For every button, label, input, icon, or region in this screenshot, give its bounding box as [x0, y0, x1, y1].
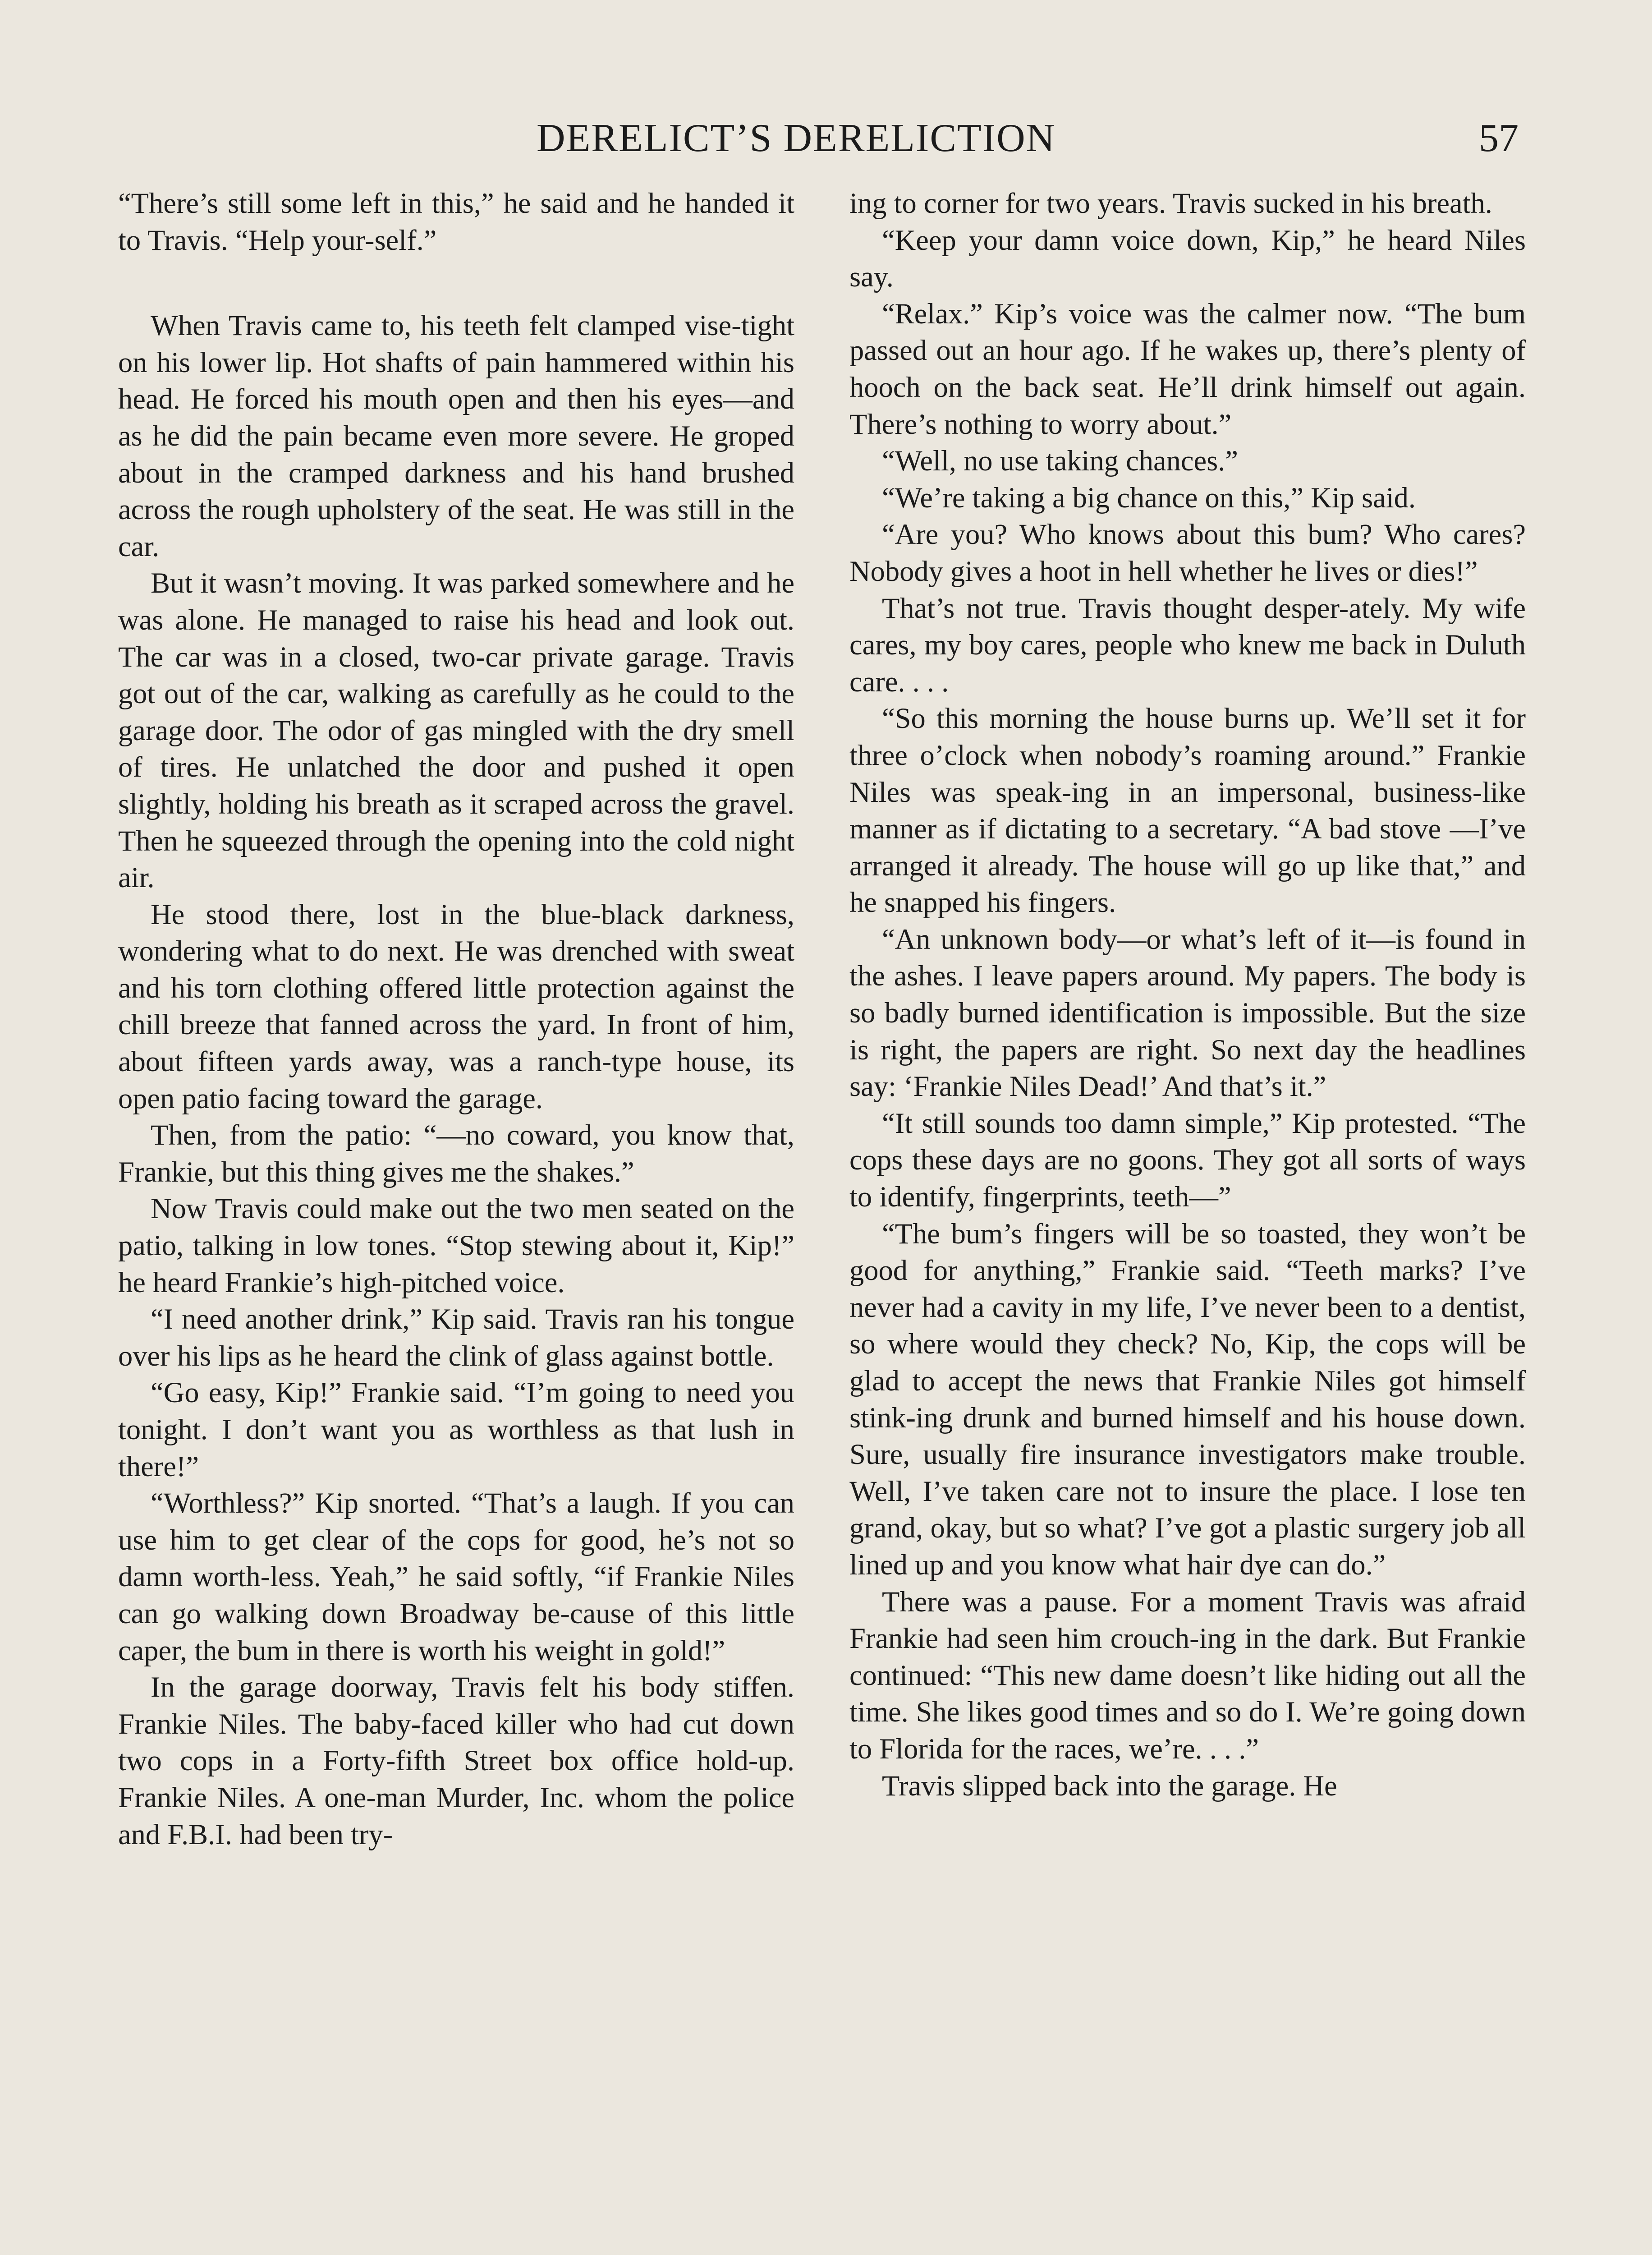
paragraph: “An unknown body—or what’s left of it—is found in the ashes. I leave papers around. My papers. The body is so badly burned identification is impossible. But the size is right, the papers are right. So next day the headlines say: ‘Frankie Niles Dead!’ And that’s it.”: [849, 923, 1526, 1103]
paragraph: There was a pause. For a moment Travis was afraid Frankie had seen him crouch-ing in the dark. But Frankie continued: “This new dame doesn’t like hiding out all the time. She likes good times and so do I. We’re going down to Florida for the races, we’re. . . .”: [849, 1585, 1526, 1765]
paragraph: “We’re taking a big chance on this,” Kip said.: [882, 481, 1416, 514]
paragraph: Travis slipped back into the garage. He: [882, 1769, 1337, 1802]
paragraph: “So this morning the house burns up. We’ll set it for three o’clock when nobody’s roaming around.” Frankie Niles was speak-ing in an impersonal, business-like manner as if dictating to a secretary. “A bad stove —I’ve arranged it already. The house will go up like that,” and he snapped his fingers.: [849, 702, 1526, 919]
running-title: DERELICT’S DERELICTION: [537, 116, 1056, 160]
paragraph: “The bum’s fingers will be so toasted, they won’t be good for anything,” Frankie said. “Teeth marks? I’ve never had a cavity in my life, I’ve never been to a dentist, so where would they check? No, Kip, the cops will be glad to accept the news that Frankie Niles got himself stink-ing drunk and burned himself and his house down. Sure, usually fire insurance investigators make trouble. Well, I’ve taken care not to insure the place. I lose ten grand, okay, but so what? I’ve got a plastic surgery job all lined up and you know what hair dye can do.”: [849, 1217, 1526, 1581]
paragraph: In the garage doorway, Travis felt his body stiffen. Frankie Niles. The baby-faced killer who had cut down two cops in a Forty-fifth Street box office hold-up. Frankie Niles. A one-man Murder, Inc. whom the police and F.B.I. had been try-: [118, 1671, 794, 1850]
paragraph: “Worthless?” Kip snorted. “That’s a laugh. If you can use him to get clear of the cops for good, he’s not so damn worth-less. Yeah,” he said softly, “if Frankie Niles can go walking down Broadway be-cause of this little caper, the bum in there is worth his weight in gold!”: [118, 1487, 794, 1666]
paragraph: That’s not true. Travis thought desper-ately. My wife cares, my boy cares, people who knew me back in Duluth care. . . .: [849, 592, 1526, 698]
page-number: 57: [1479, 116, 1519, 160]
paragraph: “I need another drink,” Kip said. Travis ran his tongue over his lips as he heard the clink of glass against bottle.: [118, 1303, 794, 1372]
left-text-column: [118, 185, 794, 2255]
paragraph: “Go easy, Kip!” Frankie said. “I’m going to need you tonight. I don’t want you as worthless as that lush in there!”: [118, 1376, 794, 1482]
paragraph: “Well, no use taking chances.”: [882, 445, 1238, 477]
paragraph: But it wasn’t moving. It was parked somewhere and he was alone. He managed to raise his head and look out. The car was in a closed, two-car private garage. Travis got out of the car, walking as carefully as he could to the garage door. The odor of gas mingled with the dry smell of tires. He unlatched the door and pushed it open slightly, holding his breath as it scraped across the gravel. Then he squeezed through the opening into the cold night air.: [118, 567, 794, 894]
paragraph: ing to corner for two years. Travis sucked in his breath.: [849, 187, 1492, 219]
paragraph: “It still sounds too damn simple,” Kip protested. “The cops these days are no goons. They got all sorts of ways to identify, fingerprints, teeth—”: [849, 1107, 1526, 1213]
paragraph: Then, from the patio: “—no coward, you know that, Frankie, but this thing gives me the shakes.”: [118, 1119, 794, 1188]
paragraph: “Relax.” Kip’s voice was the calmer now. “The bum passed out an hour ago. If he wakes up, there’s plenty of hooch on the back seat. He’ll drink himself out again. There’s nothing to worry about.”: [849, 297, 1526, 440]
paragraph: “Keep your damn voice down, Kip,” he heard Niles say.: [849, 224, 1526, 293]
paragraph: He stood there, lost in the blue-black darkness, wondering what to do next. He was drenched with sweat and his torn clothing offered little protection against the chill breeze that fanned across the yard. In front of him, about fifteen yards away, was a ranch-type house, its open patio facing toward the garage.: [118, 898, 794, 1114]
paragraph: When Travis came to, his teeth felt clamped vise-tight on his lower lip. Hot shafts of pain hammered within his head. He forced his mouth open and then his eyes—and as he did the pain became even more severe. He groped about in the cramped darkness and his hand brushed across the rough upholstery of the seat. He was still in the car.: [118, 309, 794, 562]
paragraph: Now Travis could make out the two men seated on the patio, talking in low tones. “Stop stewing about it, Kip!” he heard Frankie’s high-pitched voice.: [118, 1192, 794, 1298]
paragraph: “There’s still some left in this,” he said and he handed it to Travis. “Help your-self.”: [118, 187, 794, 256]
page-header: [0, 105, 1652, 172]
paragraph: “Are you? Who knows about this bum? Who cares? Nobody gives a hoot in hell whether he lives or dies!”: [849, 518, 1526, 587]
right-text-column: [849, 185, 1526, 2255]
